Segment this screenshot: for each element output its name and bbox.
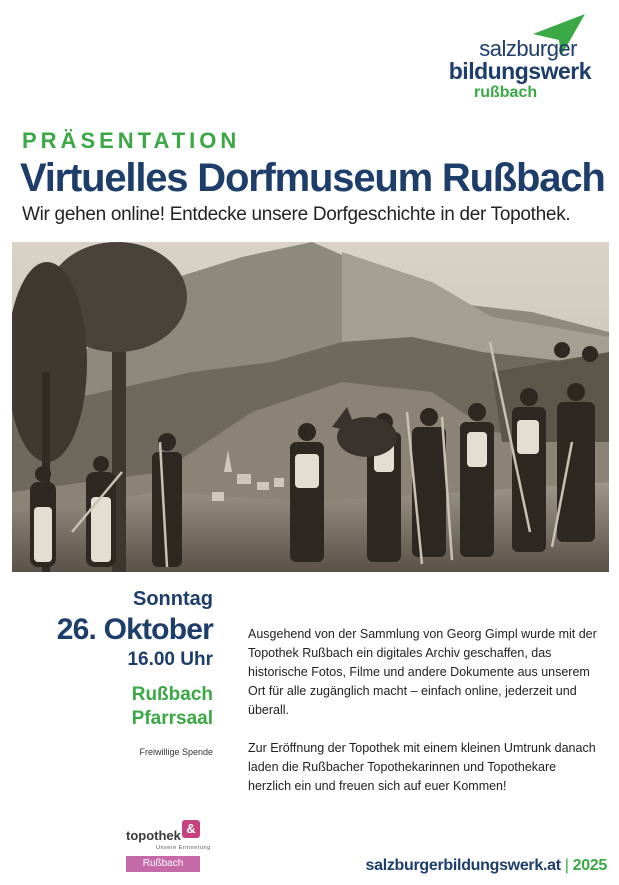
footer-year: 2025 xyxy=(572,857,607,874)
logo-line-bildungswerk: bildungswerk xyxy=(448,58,591,84)
poster-title: Virtuelles Dorfmuseum Rußbach xyxy=(20,156,605,200)
event-weekday: Sonntag xyxy=(133,588,213,610)
topothek-place-badge: Rußbach xyxy=(126,856,200,872)
description-text xyxy=(248,625,598,815)
historic-sepia-photo xyxy=(12,242,609,572)
topothek-tagline: Unsere Erinnerung xyxy=(156,845,211,851)
event-details xyxy=(20,588,213,757)
footer xyxy=(366,857,607,875)
event-time: 16.00 Uhr xyxy=(127,649,213,670)
event-place xyxy=(20,683,213,731)
event-place-town: Rußbach xyxy=(131,684,213,705)
event-kind-kicker: PRÄSENTATION xyxy=(22,128,241,153)
topothek-ampersand-icon: & xyxy=(182,820,200,838)
topothek-wordmark: topothek xyxy=(126,828,181,843)
poster-subtitle: Wir gehen online! Entdecke unsere Dorfgeschichte in der Topothek. xyxy=(22,204,571,225)
event-place-venue: Pfarrsaal xyxy=(131,708,213,729)
footer-separator: | xyxy=(564,857,569,874)
salzburger-bildungswerk-logo xyxy=(420,14,605,104)
logo-line-russbach: rußbach xyxy=(474,84,538,101)
footer-url: salzburgerbildungswerk.at xyxy=(365,857,561,874)
description-paragraph-1: Ausgehend von der Sammlung von Georg Gimpl wurde mit der Topothek Rußbach ein digitales Archiv geschaffen, das historische Fotos, Filme und andere Dokumente aus unserem Ort für alle zugänglich macht – einfach online, jederzeit und überall. xyxy=(248,627,597,717)
donation-note: Freiwillige Spende xyxy=(139,747,213,757)
event-date: 26. Oktober xyxy=(56,613,213,646)
logo-line-salzburger: salzburger xyxy=(479,36,577,61)
topothek-logo xyxy=(126,820,211,872)
description-paragraph-2: Zur Eröffnung der Topothek mit einem kleinen Umtrunk danach laden die Rußbacher Topothekarinnen und Topothekare herzlich ein und freuen sich auf euer Kommen! xyxy=(248,741,596,793)
